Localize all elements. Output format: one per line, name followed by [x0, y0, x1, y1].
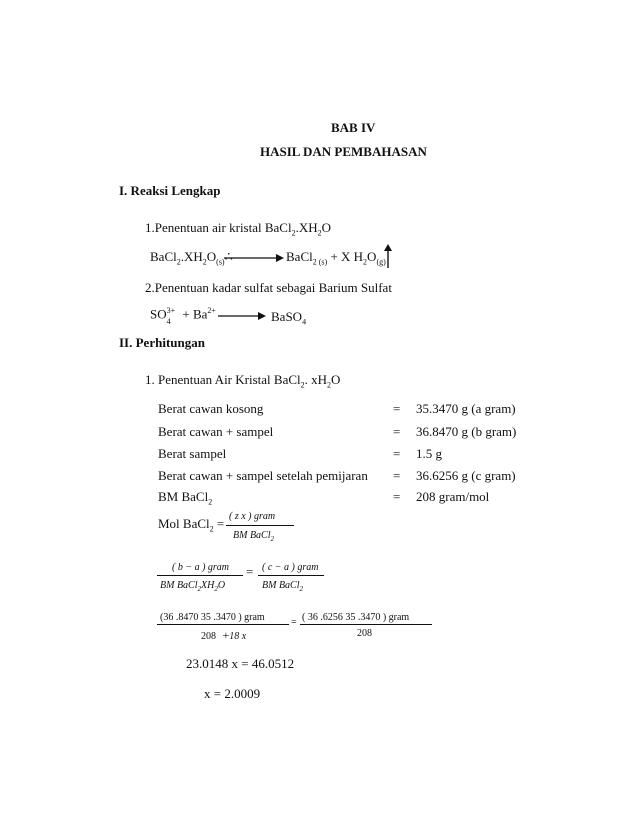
fraction-bar	[258, 575, 324, 576]
fraction-bar	[226, 525, 294, 526]
formula2-denominator-left: BM $BaCl_2XH_2O$	[160, 580, 226, 593]
gas-arrow-icon	[384, 244, 392, 268]
chapter-label: BAB IV	[331, 120, 376, 135]
row-value: 35.3470 g (a gram)	[416, 401, 516, 416]
formula2-numerator-right: ( c − a ) gram	[262, 562, 319, 573]
formula1-denominator: BM BaCl$_2$	[233, 530, 274, 543]
reaction1-product: BaCl$_{2 (s)}$ + X $H_2O_{(g)}$	[286, 249, 386, 267]
formula3-equals: =	[291, 617, 297, 628]
row-eq: =	[393, 489, 401, 504]
mol-label: Mol BaCl$_2$ =	[158, 516, 225, 534]
row-label: Berat cawan + sampel	[158, 424, 274, 439]
section-heading-perhitungan: II. Perhitungan	[119, 335, 205, 350]
row-eq: =	[393, 446, 401, 461]
row-value: 208 gram/mol	[416, 489, 490, 504]
formula3-denominator-right: 208	[357, 628, 372, 639]
row-value: 36.6256 g (c gram)	[416, 468, 516, 483]
fraction-bar	[157, 624, 289, 625]
row-eq: =	[393, 468, 401, 483]
row-label: Berat cawan + sampel setelah pemijaran	[158, 468, 368, 483]
calc-subtitle: 1. Penentuan Air Kristal BaCl$_2$. $xH_2O$	[145, 372, 341, 390]
row-label: BM BaCl$_2$	[158, 489, 213, 507]
row-value: 1.5 g	[416, 446, 442, 461]
formula1-numerator: ( z x ) gram	[229, 511, 276, 522]
reaction2-reactant: $SO_4^{3+} + Ba^{2+}$	[150, 306, 216, 326]
fraction-bar	[300, 624, 432, 625]
reaction-arrow-icon	[218, 310, 266, 322]
formula2-equals: =	[246, 564, 254, 579]
formula3-denominator-left: 208 +18 x	[201, 628, 247, 642]
reaction-arrow-icon	[224, 252, 284, 264]
row-label: Berat sampel	[158, 446, 227, 461]
row-eq: =	[393, 401, 401, 416]
reaction1-reactant: $BaCl_2.XH_2O_{(s)}\therefore$	[150, 249, 233, 267]
row-label: Berat cawan kosong	[158, 401, 264, 416]
formula3-numerator-right: ( 36 .6256 35 .3470 ) gram	[302, 612, 410, 623]
item2-title: 2.Penentuan kadar sulfat sebagai Barium Sulfat	[145, 280, 392, 295]
result-equation: 23.0148 x = 46.0512	[186, 656, 295, 671]
formula3-numerator-left: (36 .8470 35 .3470 ) gram	[160, 612, 265, 623]
formula2-numerator-left: ( b − a ) gram	[172, 562, 230, 573]
result-value: x = 2.0009	[204, 686, 261, 701]
item1-title: 1.Penentuan air kristal $BaCl_2.XH_2O$	[145, 220, 332, 238]
reaction2-product: BaSO$_4$	[271, 309, 307, 327]
section-heading-reaksi: I. Reaksi Lengkap	[119, 183, 221, 198]
fraction-bar	[157, 575, 243, 576]
row-eq: =	[393, 424, 401, 439]
row-value: 36.8470 g (b gram)	[416, 424, 517, 439]
chapter-title: HASIL DAN PEMBAHASAN	[260, 144, 427, 159]
formula2-denominator-right: BM BaCl$_2$	[262, 580, 303, 593]
